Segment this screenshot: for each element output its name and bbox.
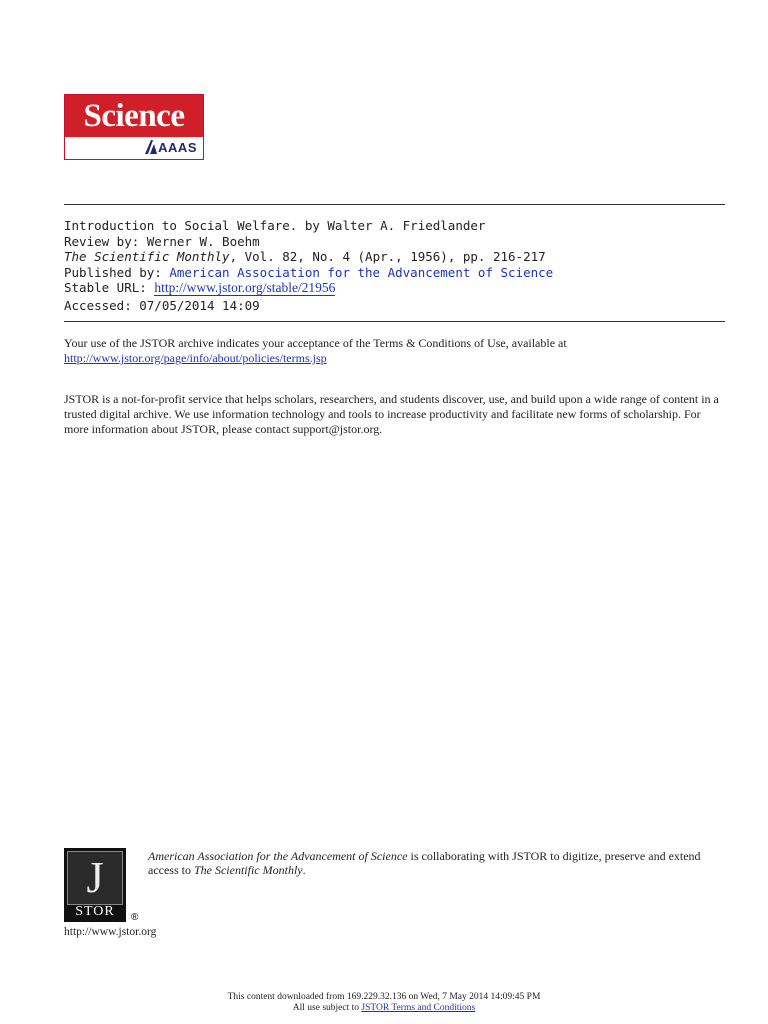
bottom-divider: [64, 321, 725, 322]
stable-url-link[interactable]: http://www.jstor.org/stable/21956: [154, 280, 336, 295]
citation-block: [64, 218, 553, 313]
published-label: Published by:: [64, 264, 170, 280]
collaboration-text: [148, 849, 728, 877]
accessed-date: Accessed: 07/05/2014 14:09: [64, 297, 260, 313]
collab-middle: is collaborating with JSTOR to digitize, preserve and extend access to: [148, 849, 701, 877]
aaas-logo-text: AAAS: [158, 139, 197, 155]
aaas-logo: [145, 137, 197, 157]
review-author: Review by: Werner W. Boehm: [64, 233, 260, 249]
published-by-line: [64, 265, 553, 281]
science-logo-text: Science: [65, 95, 203, 137]
footer: [0, 992, 768, 1014]
collab-publisher: American Association for the Advancement of Science: [148, 849, 408, 863]
jstor-logo: [64, 848, 126, 922]
publisher-link[interactable]: American Association for the Advancement of Science: [169, 264, 554, 280]
journal-line: [64, 249, 553, 265]
jstor-logo-letter: J: [86, 853, 104, 902]
jstor-logo-word: STOR: [75, 904, 115, 919]
article-title: Introduction to Social Welfare. by Walter A. Friedlander: [64, 218, 486, 233]
stable-url-line: [64, 280, 553, 296]
top-divider: [64, 204, 725, 205]
terms-text: Your use of the JSTOR archive indicates your acceptance of the Terms & Conditions of Use, available at: [64, 336, 567, 350]
stable-url-label: Stable URL:: [64, 280, 155, 295]
collab-end: .: [302, 863, 306, 877]
terms-link[interactable]: http://www.jstor.org/page/info/about/policies/terms.jsp: [64, 351, 327, 365]
jstor-url: http://www.jstor.org: [64, 926, 157, 938]
journal-details: , Vol. 82, No. 4 (Apr., 1956), pp. 216-217: [229, 249, 546, 264]
registered-mark: ®: [131, 912, 139, 923]
aaas-mark-icon: [145, 140, 157, 154]
terms-paragraph: [64, 336, 724, 366]
journal-name: The Scientific Monthly: [64, 249, 230, 264]
science-aaas-logo: [64, 94, 204, 160]
jstor-emblem: [67, 851, 123, 905]
collab-journal: The Scientific Monthly: [193, 863, 303, 877]
terms-conditions-link[interactable]: JSTOR Terms and Conditions: [361, 1003, 476, 1013]
footer-prefix: All use subject to: [292, 1003, 362, 1013]
download-info: This content downloaded from 169.229.32.136 on Wed, 7 May 2014 14:09:45 PM: [227, 992, 541, 1002]
about-jstor-paragraph: JSTOR is a not-for-profit service that helps scholars, researchers, and students discover, use, and build upon a wide range of content in a trusted digital archive. We use information technology and tools to increase productivity and facilitate new forms of scholarship. For more information about JSTOR, please contact support@jstor.org.: [64, 392, 719, 436]
terms-footer-line: [0, 1003, 768, 1014]
